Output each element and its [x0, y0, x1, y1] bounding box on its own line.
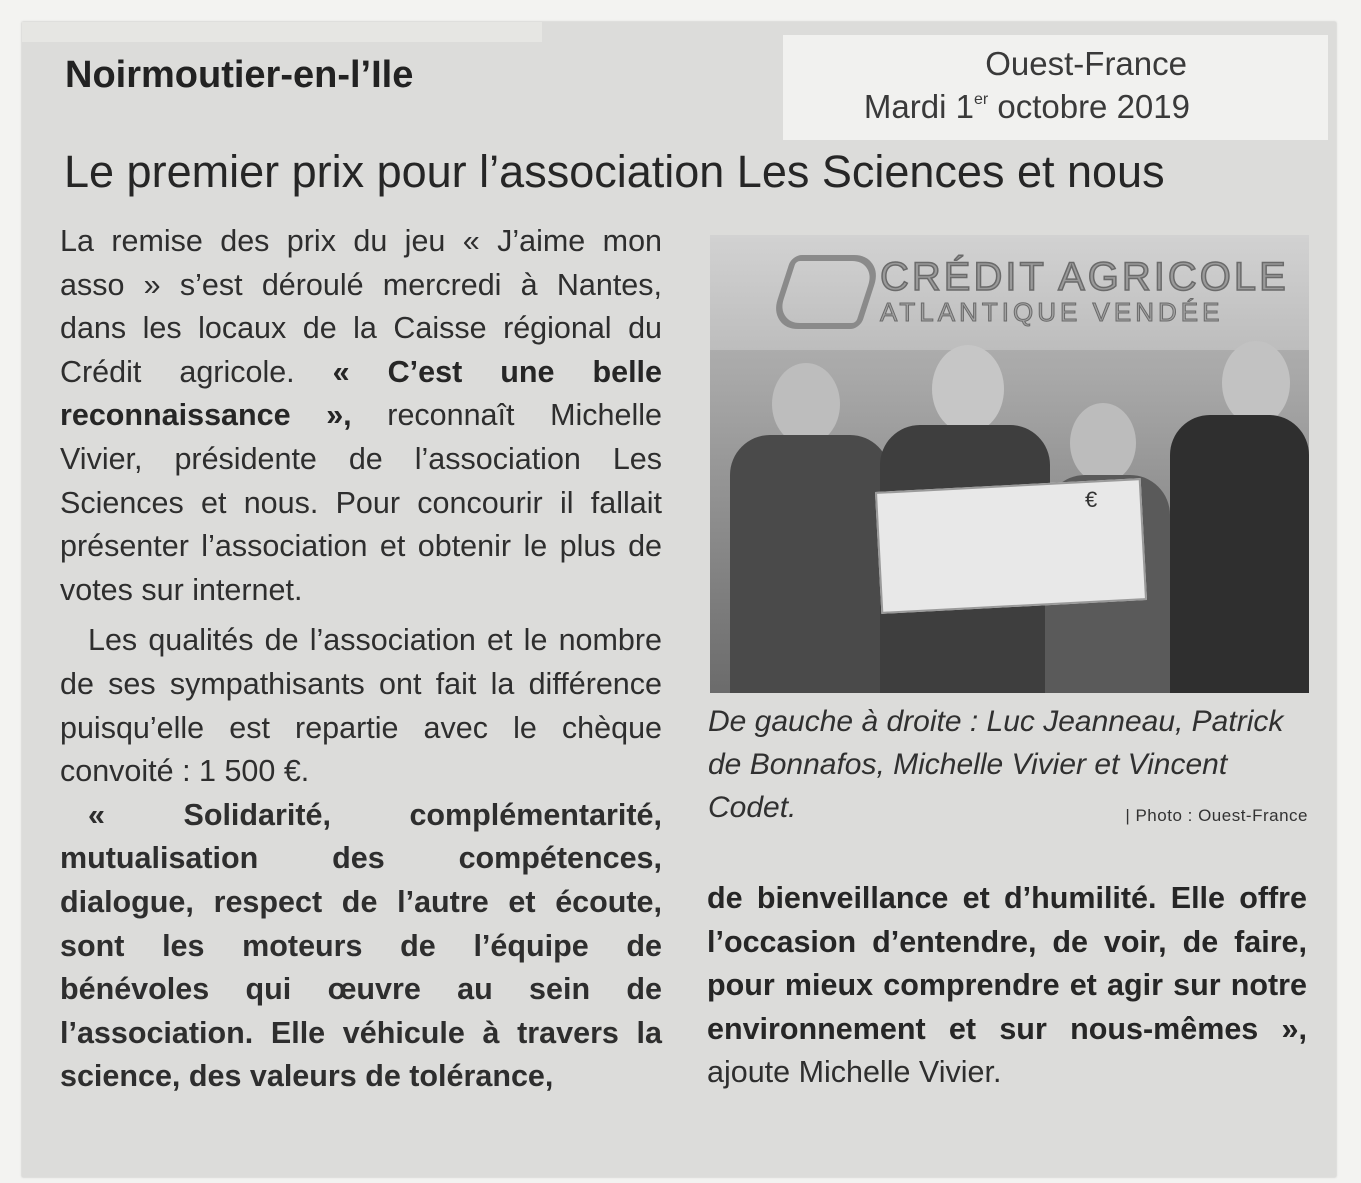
banner-line-2: ATLANTIQUE VENDÉE [880, 297, 1224, 327]
cheque [875, 478, 1147, 614]
cheque-euro-symbol: € [1085, 487, 1098, 512]
article-left-column [60, 220, 662, 1099]
paragraph-3: « Solidarité, complémentarité, mutualisation des compétences, dialogue, respect de l’autre et écoute, sont les moteurs de l’équipe de bénévoles qui œuvre au sein de l’association. Elle véhicule à travers la science, des valeurs de tolérance, [60, 797, 662, 1094]
source-date: Mardi 1er octobre 2019 [863, 88, 1190, 125]
locality-heading: Noirmoutier-en-l’Ile [65, 54, 414, 96]
banner-line-1: CRÉDIT AGRICOLE [880, 255, 1289, 299]
photo-caption: De gauche à droite : Luc Jeanneau, Patrick de Bonnafos, Michelle Vivier et Vincent Codet. [708, 705, 1284, 824]
source-name: Ouest-France [985, 45, 1187, 82]
credit-agricole-logo-icon [768, 255, 884, 329]
paragraph-1: La remise des prix du jeu « J’aime mon asso » s’est déroulé mercredi à Nantes, dans les locaux de la Caisse régional du Crédit agricole. « C’est une belle reconnaissance », reconnaît Michelle Vivier, présidente de l’association Les Sciences et nous. Pour concourir il fallait présenter l’association et obtenir le plus de votes sur internet. [60, 224, 662, 607]
headline: Le premier prix pour l’association Les Sciences et nous [64, 146, 1165, 197]
article-photo [710, 235, 1309, 693]
torn-edge [22, 22, 542, 42]
photo-credit: | Photo : Ouest-France [1125, 806, 1308, 825]
article-right-column: de bienveillance et d’humilité. Elle offre l’occasion d’entendre, de voir, de faire, pour mieux comprendre et agir sur notre environnement et sur nous-mêmes », ajoute Michelle Vivier. [707, 881, 1307, 1090]
paragraph-2: Les qualités de l’association et le nombre de ses sympathisants ont fait la différence puisqu’elle est repartie avec le chèque convoité : 1 500 €. [60, 623, 662, 789]
photo-banner [710, 235, 1309, 350]
